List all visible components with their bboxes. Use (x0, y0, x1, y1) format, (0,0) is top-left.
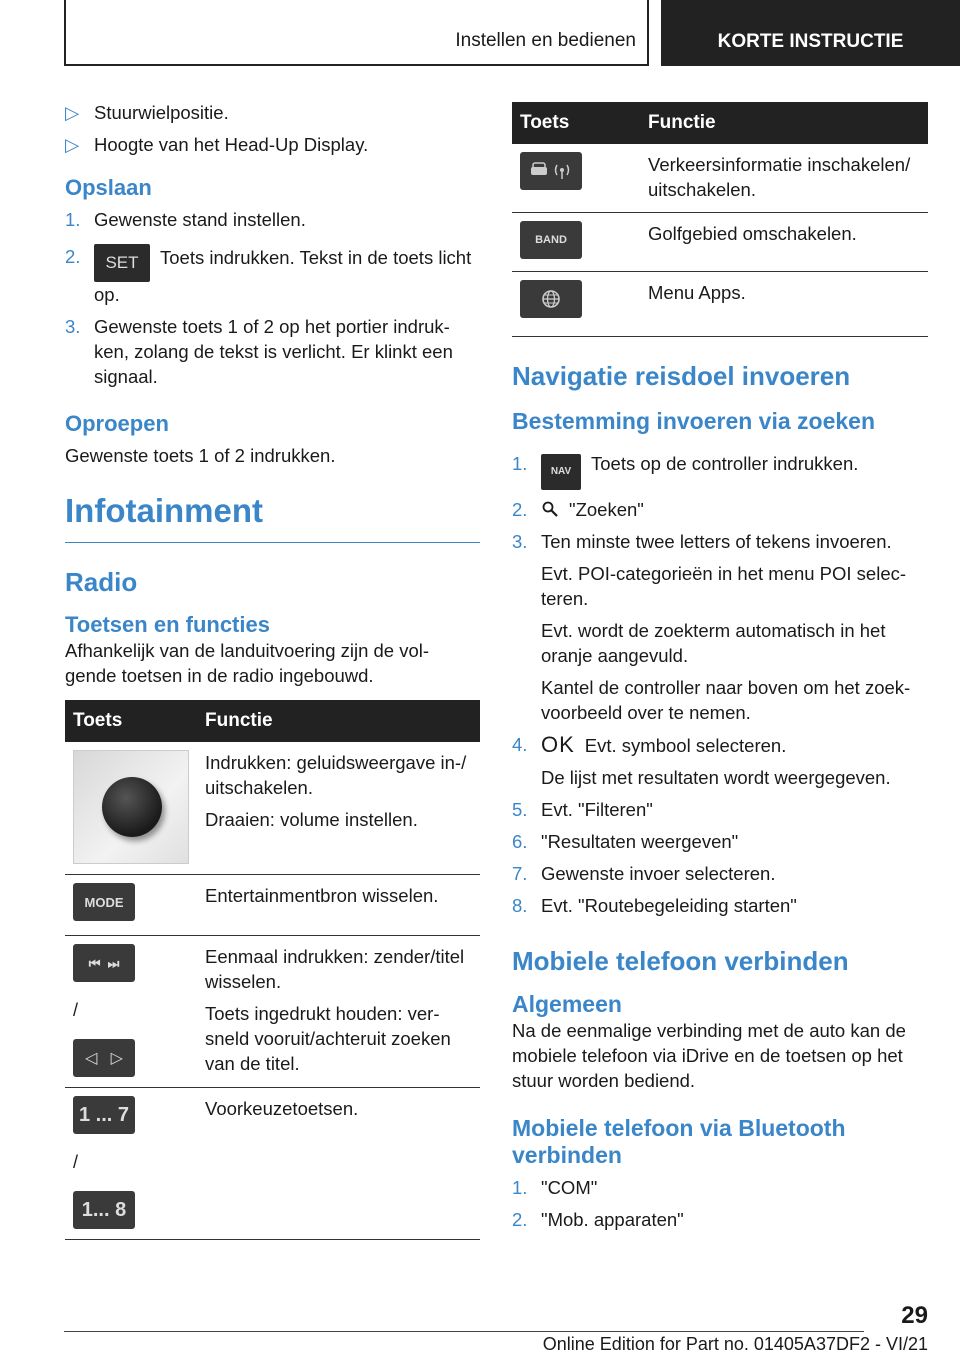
step-item: 4. OK Evt. symbool selecteren. De lijst met resultaten wordt weergegeven. (512, 732, 891, 788)
ok-icon: OK (541, 732, 575, 757)
triangle-bullet-icon: ▷ (65, 134, 80, 155)
heading-bestemming: Bestemming invoeren via zoeken (512, 408, 876, 434)
left-column (65, 100, 480, 1240)
step-item: 7. Gewenste invoer selecteren. (512, 863, 776, 884)
oproepen-text: Gewenste toets 1 of 2 indrukken. (65, 445, 336, 466)
skip-track-key-icon: ⏮ ⏭ (73, 944, 135, 982)
footer-edition: Online Edition for Part no. 01405A37DF2 - VI/21 (542, 1334, 928, 1354)
search-icon (541, 499, 559, 517)
radio-keys-table (65, 700, 480, 1240)
step-item: 6. "Resultaten weergeven" (512, 831, 739, 852)
step-item: 3. Ten minste twee letters of tekens invoeren. Evt. POI-categorieën in het menu POI selec-teren. Evt. wordt de zoekterm automatisch in het oranje aangevuld. Kantel de controller naar boven om het zoek-voorbeeld over te nemen. (512, 531, 911, 723)
heading-toetsen: Toetsen en functies (65, 612, 270, 637)
heading-opslaan: Opslaan (65, 175, 152, 200)
heading-bluetooth: Mobiele telefoon via Bluetooth verbinden (512, 1115, 846, 1168)
heading-mobiele-telefoon: Mobiele telefoon verbinden (512, 946, 849, 976)
preset-1-8-key-icon: 1... 8 (73, 1191, 135, 1229)
mode-key-icon: MODE (73, 883, 135, 921)
heading-navigatie: Navigatie reisdoel invoeren (512, 361, 851, 391)
set-key-icon: SET (94, 244, 150, 282)
volume-knob-icon (73, 750, 189, 864)
seek-arrow-key-icon: ◁ ▷ (73, 1039, 135, 1077)
step-item: 1. Gewenste stand instellen. (65, 209, 306, 230)
bullet-item: ▷ Stuurwielpositie. (65, 102, 229, 123)
traffic-info-icon (520, 152, 582, 190)
page-number: 29 (901, 1302, 928, 1329)
footer-divider (64, 1331, 864, 1332)
radio-keys-table-continued (512, 102, 928, 337)
preset-1-7-key-icon: 1 ... 7 (73, 1096, 135, 1134)
column-header-toets: Toets (512, 102, 640, 144)
table-row: BAND Golfgebied omschakelen. (512, 213, 928, 272)
right-column (512, 102, 928, 1239)
header-chapter-tab: KORTE INSTRUCTIE (661, 0, 960, 66)
step-item: 5. Evt. "Filteren" (512, 799, 653, 820)
table-row: 1 ... 7 / 1... 8 Voorkeuzetoetsen. (65, 1088, 480, 1240)
band-key-icon: BAND (520, 221, 582, 259)
apps-globe-icon (520, 280, 582, 318)
step-item: 1. NAV Toets op de controller indrukken. (512, 451, 928, 490)
table-row: MODE Entertainmentbron wisselen. (65, 875, 480, 936)
algemeen-text: Na de eenmalige verbinding met de auto kan de mobiele telefoon via iDrive en de toetsen op het stuur worden bediend. (512, 1020, 906, 1091)
step-item: 8. Evt. "Routebegeleiding starten" (512, 895, 797, 916)
column-header-toets: Toets (65, 700, 197, 742)
column-header-functie: Functie (197, 700, 480, 742)
step-item: 2. SET Toets indrukken. Tekst in de toets licht op. (65, 246, 472, 305)
bullet-item: ▷ Hoogte van het Head-Up Display. (65, 134, 369, 155)
toetsen-intro: Afhankelijk van de landuitvoering zijn de vol-gende toetsen in de radio ingebouwd. (65, 640, 430, 686)
triangle-bullet-icon: ▷ (65, 102, 80, 123)
column-header-functie: Functie (640, 102, 928, 144)
nav-key-icon: NAV (541, 454, 581, 490)
header-section-title: Instellen en bedienen (455, 30, 636, 51)
heading-radio: Radio (65, 567, 138, 597)
heading-oproepen: Oproepen (65, 411, 169, 436)
table-row: ⏮ ⏭ / ◁ ▷ Eenmaal indrukken: zender/titel wisselen. Toets ingedrukt houden: ver-sneld vooruit/achteruit zoeken van de titel. (65, 936, 480, 1088)
table-row: Menu Apps. (512, 272, 928, 337)
heading-infotainment: Infotainment (65, 492, 480, 543)
step-item: 3. Gewenste toets 1 of 2 op het portier indruk-ken, zolang de tekst is verlicht. Er klinkt een signaal. (65, 316, 453, 387)
step-item: 1. "COM" (512, 1177, 598, 1198)
heading-algemeen: Algemeen (512, 991, 622, 1017)
table-row: Indrukken: geluidsweergave in-/ uitschakelen. Draaien: volume instellen. (65, 742, 480, 875)
table-row: Verkeersinformatie inschakelen/ uitschakelen. (512, 144, 928, 213)
step-item: 2. "Zoeken" (512, 499, 644, 520)
step-item: 2. "Mob. apparaten" (512, 1209, 684, 1230)
